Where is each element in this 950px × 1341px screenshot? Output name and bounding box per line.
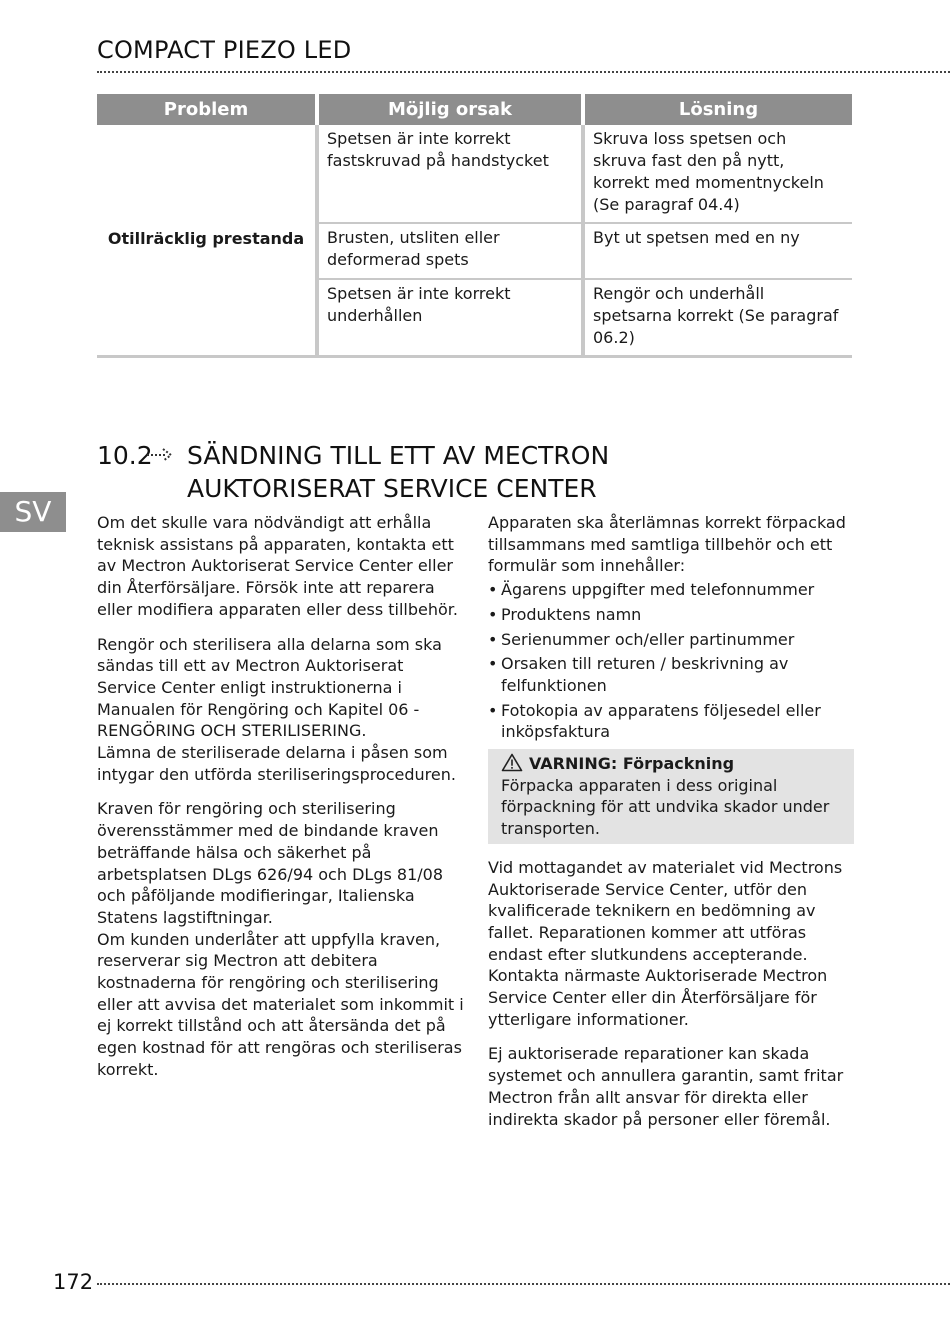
section-number: 10.2 bbox=[97, 441, 153, 470]
warning-text: Förpacka apparaten i dess original förpackning för att undvika skador under transporten. bbox=[501, 775, 830, 839]
solution-cell: Skruva loss spetsen och skruva fast den på nytt, korrekt med momentnyckeln (Se paragraf 04.4) bbox=[581, 125, 852, 224]
column-header-solution: Lösning bbox=[581, 94, 852, 125]
warning-triangle-icon bbox=[501, 753, 523, 772]
cause-cell: Spetsen är inte korrekt underhållen bbox=[315, 280, 581, 358]
left-column bbox=[97, 512, 467, 1094]
table-row bbox=[97, 125, 852, 224]
left-paragraph-3: Kraven för rengöring och sterilisering överensstämmer med de bindande kraven beträffande hälsa och säkerhet på arbetsplatsen DLgs 626/94 och DLgs 81/08 och påföljande modifieringar, Italienska Statens lagstiftningar. Om kunden underlåter att uppfylla kraven, reserverar sig Mectron att debitera kostnaderna för rengöring och sterilisering eller att avvisa det materialet som inkommit i ej korrekt tillstånd och att återsända det på egen kostnad för att rengöras och steriliseras korrekt. bbox=[97, 799, 464, 1079]
troubleshooting-table bbox=[97, 94, 852, 358]
warning-title: VARNING: Förpackning bbox=[529, 754, 735, 774]
language-tab: SV bbox=[0, 492, 66, 532]
right-column bbox=[488, 512, 854, 1143]
list-item: • Produktens namn bbox=[488, 604, 854, 626]
column-header-cause: Möjlig orsak bbox=[315, 94, 581, 125]
header-dotted-rule bbox=[97, 71, 950, 73]
warning-box bbox=[488, 749, 854, 844]
right-intro: Apparaten ska återlämnas korrekt förpackad tillsammans med samtliga tillbehör och ett formulär som innehåller: bbox=[488, 513, 846, 576]
right-paragraph-1: Vid mottagandet av materialet vid Mectrons Auktoriserade Service Center, utför den kvalificerade teknikern en bedömning av fallet. Reparationen kommer att utföras endast efter slutkundens accepterande. Kontakta närmaste Auktoriserade Mectron Service Center eller din Återförsäljare för ytterligare informationer. bbox=[488, 857, 843, 1029]
list-item: • Serienummer och/eller partinummer bbox=[488, 629, 854, 651]
list-item: • Fotokopia av apparatens följesedel eller inköpsfaktura bbox=[488, 700, 854, 743]
footer-dotted-rule bbox=[97, 1283, 950, 1285]
column-header-problem: Problem bbox=[97, 94, 315, 125]
left-paragraph-2: Rengör och sterilisera alla delarna som ska sändas till ett av Mectron Auktoriserat Service Center enligt instruktionerna i Manualen för Rengöring och Kapitel 06 - RENGÖRING OCH STERILISERING. Lämna de steriliserade delarna i påsen som intygar den utförda steriliseringsproceduren. bbox=[97, 634, 456, 784]
section-title-line2: AUKTORISERAT SERVICE CENTER bbox=[187, 474, 597, 503]
section-heading bbox=[97, 440, 609, 504]
list-item: • Orsaken till returen / beskrivning av felfunktionen bbox=[488, 653, 854, 696]
right-paragraph-2: Ej auktoriserade reparationer kan skada systemet och annullera garantin, samt fritar Mectron från allt ansvar för direkta eller indirekta skador på personer eller föremål. bbox=[488, 1044, 844, 1129]
section-title-line1: SÄNDNING TILL ETT AV MECTRON bbox=[187, 441, 610, 470]
solution-cell: Rengör och underhåll spetsarna korrekt (Se paragraf 06.2) bbox=[581, 280, 852, 358]
cause-cell: Brusten, utsliten eller deformerad spets bbox=[315, 224, 581, 280]
dotted-arrow-icon bbox=[145, 442, 187, 473]
warning-heading bbox=[501, 753, 842, 775]
cause-cell: Spetsen är inte korrekt fastskruvad på handstycket bbox=[315, 125, 581, 224]
solution-cell: Byt ut spetsen med en ny bbox=[581, 224, 852, 280]
required-info-list bbox=[488, 579, 854, 743]
table-header-row bbox=[97, 94, 852, 125]
problem-cell: Otillräcklig prestanda bbox=[97, 125, 315, 358]
left-paragraph-1: Om det skulle vara nödvändigt att erhålla teknisk assistans på apparaten, kontakta ett av Mectron Auktoriserat Service Center eller din Återförsäljare. Försök inte att reparera eller modifiera apparaten eller dess tillbehör. bbox=[97, 513, 458, 619]
list-item: • Ägarens uppgifter med telefonnummer bbox=[488, 579, 854, 601]
page-header-title: COMPACT PIEZO LED bbox=[97, 36, 352, 64]
page-number: 172 bbox=[53, 1270, 94, 1294]
